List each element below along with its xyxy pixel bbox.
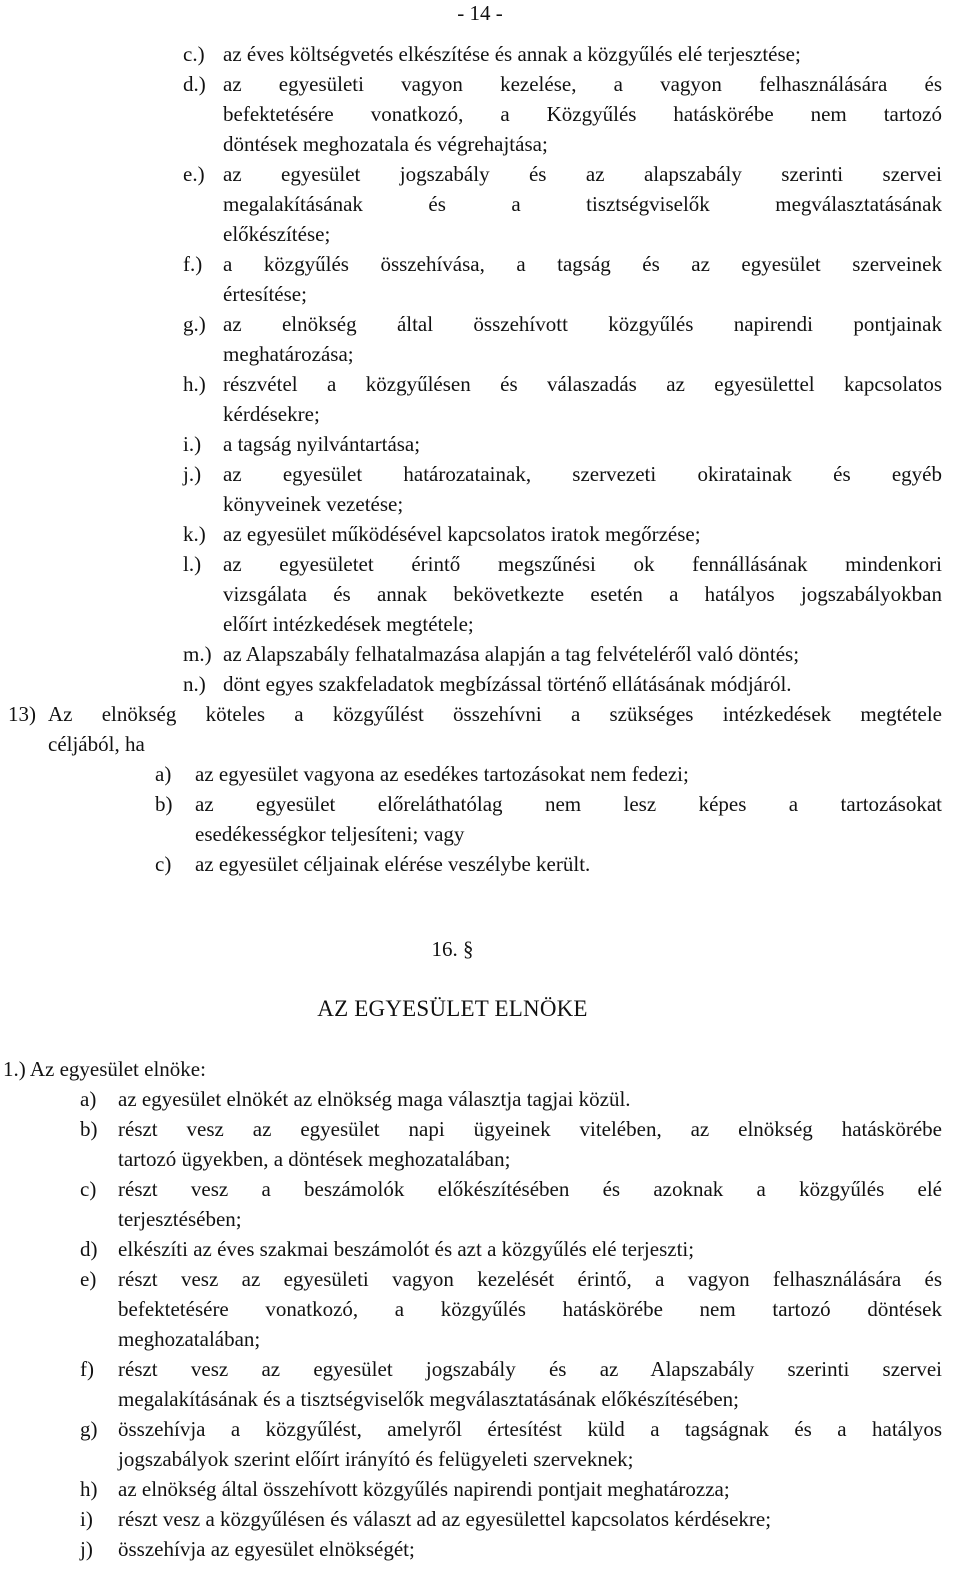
point-1-item	[118, 1474, 942, 1504]
point-1-item-marker: e)	[80, 1267, 97, 1291]
text-line: az éves költségvetés elkészítése és annak a közgyűlés elé terjesztése;	[223, 42, 801, 66]
text-line: részt vesz a beszámolók előkészítésében és azoknak a közgyűlés elé	[118, 1177, 942, 1201]
point-1-item	[118, 1114, 942, 1174]
text-line: részvétel a közgyűlésen és válaszadás az egyesülettel kapcsolatos	[223, 372, 942, 396]
text-line: a tagság nyilvántartása;	[223, 432, 421, 456]
text-line: tartozó ügyekben, a döntések meghozatalában;	[118, 1147, 511, 1171]
section-number: 16. §	[431, 937, 474, 961]
point-13-marker: 13)	[8, 702, 36, 726]
list-item-n-marker: n.)	[183, 672, 206, 696]
list-item-j	[223, 459, 942, 519]
list-item-k-marker: k.)	[183, 522, 206, 546]
point-1-item	[118, 1084, 942, 1114]
point-1-item-marker: j)	[80, 1537, 93, 1561]
point-1-item-marker: i)	[80, 1507, 93, 1531]
text-line: terjesztésében;	[118, 1207, 242, 1231]
list-item-m-marker: m.)	[183, 642, 212, 666]
list-item-d-marker: d.)	[183, 72, 206, 96]
point-13-item	[195, 789, 942, 849]
text-line: részt vesz az egyesületi vagyon kezelését érintő, a vagyon felhasználására és	[118, 1267, 942, 1291]
text-line: összehívja az egyesület elnökségét;	[118, 1537, 415, 1561]
point-1-item	[118, 1264, 942, 1354]
point-1-item-marker: b)	[80, 1117, 98, 1141]
list-item-c	[223, 39, 942, 69]
text-line: az egyesület vagyona az esedékes tartozásokat nem fedezi;	[195, 762, 689, 786]
text-line: az egyesület előreláthatólag nem lesz képes a tartozásokat	[195, 792, 942, 816]
text-line: részt vesz a közgyűlésen és választ ad az egyesülettel kapcsolatos kérdésekre;	[118, 1507, 772, 1531]
text-line: az egyesület működésével kapcsolatos iratok megőrzése;	[223, 522, 701, 546]
list-item-j-marker: j.)	[183, 462, 202, 486]
text-line: az egyesület jogszabály és az alapszabály szerinti szervei	[223, 162, 942, 186]
text-line: részt vesz az egyesület napi ügyeinek vitelében, az elnökség hatáskörébe	[118, 1117, 942, 1141]
text-line: az elnökség által összehívott közgyűlés napirendi pontjait meghatározza;	[118, 1477, 730, 1501]
text-line: az egyesület határozatainak, szervezeti okiratainak és egyéb	[223, 462, 942, 486]
section-title: AZ EGYESÜLET ELNÖKE	[317, 996, 588, 1021]
point-13-item-marker: b)	[155, 792, 173, 816]
list-item-m	[223, 639, 942, 669]
text-line: az egyesületet érintő megszűnési ok fennállásának mindenkori	[223, 552, 942, 576]
point-1-item	[118, 1504, 942, 1534]
list-item-d	[223, 69, 942, 159]
list-item-e	[223, 159, 942, 249]
text-line: az Alapszabály felhatalmazása alapján a tag felvételéről való döntés;	[223, 642, 800, 666]
text-line: a közgyűlés összehívása, a tagság és az egyesület szerveinek	[223, 252, 942, 276]
point-1-item	[118, 1174, 942, 1234]
text-line: elkészíti az éves szakmai beszámolót és azt a közgyűlés elé terjeszti;	[118, 1237, 695, 1261]
text-line: részt vesz az egyesület jogszabály és az Alapszabály szerinti szervei	[118, 1357, 942, 1381]
list-item-i	[223, 429, 942, 459]
text-line: az egyesület elnökét az elnökség maga választja tagjai közül.	[118, 1087, 631, 1111]
text-line: megalakításának és a tisztségviselők megválasztatásának előkészítésében;	[118, 1387, 740, 1411]
text-line: meghozatalában;	[118, 1327, 261, 1351]
list-item-g-marker: g.)	[183, 312, 206, 336]
point-1-item-marker: f)	[80, 1357, 94, 1381]
text-line: az egyesületi vagyon kezelése, a vagyon felhasználására és	[223, 72, 942, 96]
text-line: könyveinek vezetése;	[223, 492, 404, 516]
point-1-item-marker: h)	[80, 1477, 98, 1501]
list-item-k	[223, 519, 942, 549]
point-13-item-marker: c)	[155, 852, 172, 876]
list-item-f	[223, 249, 942, 309]
text-line: befektetésére vonatkozó, a közgyűlés hatáskörébe nem tartozó döntések	[118, 1297, 942, 1321]
point-1-item	[118, 1414, 942, 1474]
text-line: vizsgálata és annak bekövetkezte esetén a hatályos jogszabályokban	[223, 582, 942, 606]
point-1-item-marker: c)	[80, 1177, 97, 1201]
text-line: befektetésére vonatkozó, a Közgyűlés hatáskörébe nem tartozó	[223, 102, 942, 126]
point-1-item	[118, 1354, 942, 1414]
text-line: az egyesület céljainak elérése veszélybe került.	[195, 852, 591, 876]
page-number: - 14 -	[457, 1, 503, 25]
point-1-item	[118, 1234, 942, 1264]
point-13-item	[195, 759, 942, 789]
text-line: kérdésekre;	[223, 402, 320, 426]
list-item-f-marker: f.)	[183, 252, 203, 276]
text-line: előírt intézkedések megtétele;	[223, 612, 474, 636]
list-item-i-marker: i.)	[183, 432, 202, 456]
point-1-item-marker: g)	[80, 1417, 98, 1441]
point-13-item-marker: a)	[155, 762, 172, 786]
list-item-h	[223, 369, 942, 429]
text-line: esedékességkor teljesíteni; vagy	[195, 822, 465, 846]
text-line: az elnökség által összehívott közgyűlés napirendi pontjainak	[223, 312, 942, 336]
text-line: megalakításának és a tisztségviselők megválasztatásának	[223, 192, 942, 216]
list-item-c-marker: c.)	[183, 42, 205, 66]
text-line: összehívja a közgyűlést, amelyről értesítést küld a tagságnak és a hatályos	[118, 1417, 942, 1441]
text-line: előkészítése;	[223, 222, 331, 246]
list-item-l-marker: l.)	[183, 552, 202, 576]
point-13-text: Az elnökség köteles a közgyűlést összehívni a szükséges intézkedések megtétele	[48, 702, 942, 726]
point-1-item	[118, 1534, 942, 1564]
list-item-n	[223, 669, 942, 699]
point-1-item-marker: d)	[80, 1237, 98, 1261]
text-line: dönt egyes szakfeladatok megbízással történő ellátásának módjáról.	[223, 672, 792, 696]
point-13-text-cont: céljából, ha	[48, 732, 145, 756]
list-item-h-marker: h.)	[183, 372, 206, 396]
point-1-item-marker: a)	[80, 1087, 97, 1111]
text-line: értesítése;	[223, 282, 307, 306]
list-item-g	[223, 309, 942, 369]
text-line: döntések meghozatala és végrehajtása;	[223, 132, 548, 156]
text-line: jogszabályok szerint előírt irányító és felügyeleti szerveknek;	[118, 1447, 634, 1471]
list-item-e-marker: e.)	[183, 162, 205, 186]
point-1-heading: 1.) Az egyesület elnöke:	[3, 1057, 206, 1081]
text-line: meghatározása;	[223, 342, 354, 366]
point-13-item	[195, 849, 942, 879]
list-item-l	[223, 549, 942, 639]
